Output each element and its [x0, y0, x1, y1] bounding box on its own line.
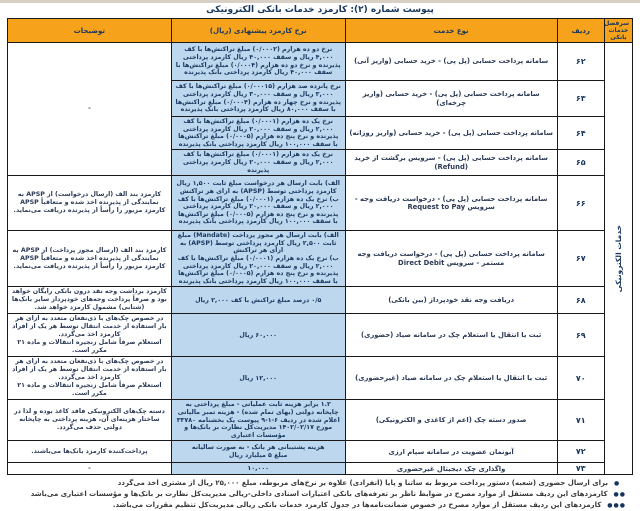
footnotes — [10, 478, 626, 511]
service-cell: ثبت یا انتقال یا استعلام چک در سامانه صیاد (حضوری) — [345, 314, 557, 357]
header-section: سرفصل خدمات بانکی — [604, 19, 632, 43]
table-row — [8, 43, 633, 81]
fee-cell: الف) بابت ارسال هر مجوز پرداخت (Mandate) مبلغ ثابت ۲,۵۰۰ ریال کارمزد پرداختی توسط (APSP) به ازای هر تراکنش ب) نرخ یک ده هزارم (۰/۰۰۰۱) مبلغ تراکنش‌ها با کف ۲,۰۰۰ ریال و سقف ۲۰,۰۰۰ ریال کارمزد پرداختی پذیرنده و نرخ پنج ده هزارم (۰/۰۰۰۵) مبلغ تراکنش‌ها با سقف ۱۰۰,۰۰۰ ریال کارمزد پرداختی بانک پذیرنده — [171, 231, 345, 287]
header-notes: توضیحات — [8, 19, 172, 43]
service-cell: سامانه پرداخت حسابی (پل پی) - خرید حسابی (واریز آنی) — [345, 43, 557, 81]
fee-cell: هزینه پشتیبانی هر بانک - به صورت سالیانه مبلغ ۵ میلیارد ریال — [171, 441, 345, 463]
fee-table — [7, 18, 633, 475]
note-cell: پرداخت‌کننده کارمزد بانک‌ها می‌باشند. — [8, 441, 172, 463]
fee-cell: نرخ پانزده صد هزارم (۰/۰۰۰۱۵) مبلغ تراکنش‌ها با کف ۳,۰۰۰ ریال و سقف ۳۰,۰۰۰ ریال کارمزد پرداختی پذیرنده و نرخ چهار ده هزارم (۰/۰۰۰۴) مبلغ تراکنش‌ها با سقف ۸۰,۰۰۰ ریال کارمزد پرداختی بانک پذیرنده — [171, 81, 345, 117]
row-number-cell: ۶۷ — [557, 231, 604, 287]
note-cell: کارمزد بند الف (ارسال درخواست) از APSP به نمایندگی از پذیرنده اخذ شده و متعاقباً APSP کارمزد مزبور را رأساً از پذیرنده دریافت می‌نماید. — [8, 176, 172, 231]
footnote-text: کارمزدهای این ردیف مستقل از موارد مصرح در خصوص ضمانت‌نامه‌ها در جدول کارمزد خدمات بانکی ریالی مدیریت‌کل تنظیم مقررات می‌باشد. — [112, 501, 602, 510]
fee-cell: الف) بابت ارسال هر درخواست مبلغ ثابت ۱,۵۰۰ ریال کارمزد پرداختی توسط (APSP) به ازای هر تراکنش ب) نرخ یک ده هزارم (۰/۰۰۰۱) مبلغ تراکنش‌ها با کف ۲,۰۰۰ ریال و سقف ۲۰,۰۰۰ ریال کارمزد پرداختی پذیرنده و نرخ پنج ده هزارم (۰/۰۰۰۵) مبلغ تراکنش‌ها با سقف ۱۰۰,۰۰۰ ریال کارمزد پرداختی بانک پذیرنده — [171, 176, 345, 231]
header-service: نوع خدمت — [345, 19, 557, 43]
row-number-cell: ۶۹ — [557, 314, 604, 357]
row-number-cell: ۶۲ — [557, 43, 604, 81]
table-row — [8, 357, 633, 400]
note-cell: - — [8, 463, 172, 475]
footnote-marker-icon: ●●● — [607, 502, 626, 510]
service-cell: واگذاری چک دیجیتال غیرحضوری — [345, 463, 557, 475]
fee-cell: ۶۰,۰۰۰ ریال — [171, 314, 345, 357]
row-number-cell: ۷۰ — [557, 357, 604, 400]
footnote-text: کارمزدهای این ردیف مستقل از موارد مصرح در ضوابط ناظر بر تعرفه‌های بانکی اعتبارات اسنادی داخلی-ریالی مدیریت‌کل نظارت بر بانک‌ها و مؤسسات اعتباری می‌باشد — [30, 490, 608, 499]
footnote-text: برای ارسال حضوری (شعبه) دستور پرداخت مربوط به ساتنا و پایا (انفرادی) علاوه بر نرخ‌های مربوطه، مبلغ ۲۵,۰۰۰ ریال از مشتری اخذ می‌گردد — [117, 479, 608, 488]
note-cell: در خصوص چک‌های با ذی‌نفعان متعدد به ازای هر بار استفاده از خدمت انتقال توسط هر یک از افراد کارمزد اخذ می‌گردد. استعلام صرفاً شامل زنجیره انتقالات و ماده ۲۱ مکرر است. — [8, 314, 172, 357]
section-merged-cell — [604, 43, 632, 475]
footnote-marker-icon: ●● — [613, 491, 626, 499]
table-row — [8, 400, 633, 441]
footnote-item — [10, 500, 626, 511]
note-cell: کارمزد بند الف (ارسال مجوز پرداخت) از APSP به نمایندگی از پذیرنده اخذ شده و متعاقباً APSP کارمزد مزبور را رأساً از پذیرنده دریافت می‌نماید. — [8, 231, 172, 287]
fee-cell: نرخ یک ده هزارم (۰/۰۰۰۱) مبلغ تراکنش‌ها با کف ۲,۰۰۰ ریال و سقف ۲۰,۰۰۰ ریال کارمزد پرداختی پذیرنده و نرخ پنج ده هزارم (۰/۰۰۰۵) مبلغ تراکنش‌ها با سقف ۱۰۰,۰۰۰ ریال کارمزد پرداختی بانک پذیرنده — [171, 117, 345, 150]
service-cell: آبونمان عضویت در سامانه سپام ارزی — [345, 441, 557, 463]
service-cell: ثبت یا انتقال یا استعلام چک در سامانه صیاد (غیرحضوری) — [345, 357, 557, 400]
service-cell: صدور دسته چک (اعم از کاغذی و الکترونیکی) — [345, 400, 557, 441]
note-merged-cell: - — [8, 43, 172, 176]
note-cell: در خصوص چک‌های با ذی‌نفعان متعدد به ازای هر بار استفاده از خدمت انتقال توسط هر یک از افراد کارمزد اخذ می‌گردد. استعلام صرفاً شامل زنجیره انتقالات و ماده ۲۱ مکرر است. — [8, 357, 172, 400]
row-number-cell: ۷۱ — [557, 400, 604, 441]
fee-cell: نرخ یک ده هزارم (۰/۰۰۰۱) مبلغ تراکنش‌ها با کف ۲,۰۰۰ ریال و سقف ۲۰,۰۰۰ ریال کارمزد پرداختی پذیرنده — [171, 150, 345, 176]
header-row-no: ردیف — [557, 19, 604, 43]
row-number-cell: ۶۳ — [557, 81, 604, 117]
row-number-cell: ۶۵ — [557, 150, 604, 176]
table-row — [8, 441, 633, 463]
table-row — [8, 287, 633, 314]
note-cell: دسته چک‌های الکترونیکی فاقد کاغذ بوده و لذا در ساختار هزینه‌ای آن، هزینه پرداختی به چاپخانه دولتی حذف می‌گردد. — [8, 400, 172, 441]
service-cell: سامانه پرداخت حسابی (پل پی) - خرید حسابی (واریز روزانه) — [345, 117, 557, 150]
table-row — [8, 463, 633, 475]
row-number-cell: ۶۶ — [557, 176, 604, 231]
service-cell: دریافت وجه نقد خودپرداز (بین بانکی) — [345, 287, 557, 314]
table-row — [8, 176, 633, 231]
table-header-row — [8, 19, 633, 43]
footnote-item — [10, 478, 626, 489]
service-cell: سامانه پرداخت حسابی (پل پی) - خرید حسابی (واریز چرخه‌ای) — [345, 81, 557, 117]
row-number-cell: ۷۲ — [557, 441, 604, 463]
fee-cell: نرخ دو ده هزارم (۰/۰۰۰۲) مبلغ تراکنش‌ها با کف ۴,۰۰۰ ریال و سقف ۴۰,۰۰۰ ریال کارمزد پرداختی پذیرنده و نرخ دو ده هزارم (۰/۰۰۰۴) مبلغ تراکنش‌ها با سقف ۴۰,۰۰۰ ریال کارمزد پرداختی بانک پذیرنده — [171, 43, 345, 81]
footnote-item — [10, 489, 626, 500]
table-row — [8, 231, 633, 287]
section-label: خدمات الکترونیکی — [613, 224, 623, 293]
fee-cell: ۱.۲ برابر هزینه ثابت عملیاتی - مبلغ پرداختی به چاپخانه دولتی (بهای تمام شده) - هزینه تمبر مالیاتی اعلام شده در ردیف ۶-۱-۹ پیوست یک بخشنامه ۳۳۷۸۰ مورخ ۱۴۰۲/۰۲/۱۷ مدیریت‌کل نظارت بر بانک‌ها و مؤسسات اعتباری — [171, 400, 345, 441]
note-cell: کارمزد برداشت وجه نقد درون بانکی رایگان خواهد بود و صرفاً پرداخت وجه‌های خودپرداز سایر بانک‌ها (شتابی) مشمول کارمزد خواهد شد. — [8, 287, 172, 314]
row-number-cell: ۷۳ — [557, 463, 604, 475]
header-fee: نرخ کارمزد پیشنهادی (ریال) — [171, 19, 345, 43]
footnote-marker-icon: ● — [614, 480, 621, 488]
page-title: پیوست شماره (۲): کارمزد خدمات بانکی الکترونیکی — [206, 5, 434, 15]
row-number-cell: ۶۴ — [557, 117, 604, 150]
service-cell: سامانه پرداخت حسابی (پل پی) - سرویس برگشت از خرید (Refund) — [345, 150, 557, 176]
fee-cell: ۰/۵ درصد مبلغ تراکنش با کف ۲,۰۰۰ ریال — [171, 287, 345, 314]
fee-cell: ۱۰,۰۰۰ — [171, 463, 345, 475]
service-cell: سامانه پرداخت حسابی (پل پی) - درخواست دریافت وجه مستمر - سرویس Direct Debit — [345, 231, 557, 287]
service-cell: سامانه پرداخت حسابی (پل پی) - درخواست دریافت وجه - سرویس Request to Pay — [345, 176, 557, 231]
row-number-cell: ۶۸ — [557, 287, 604, 314]
table-row — [8, 314, 633, 357]
fee-cell: ۱۲,۰۰۰ ریال — [171, 357, 345, 400]
